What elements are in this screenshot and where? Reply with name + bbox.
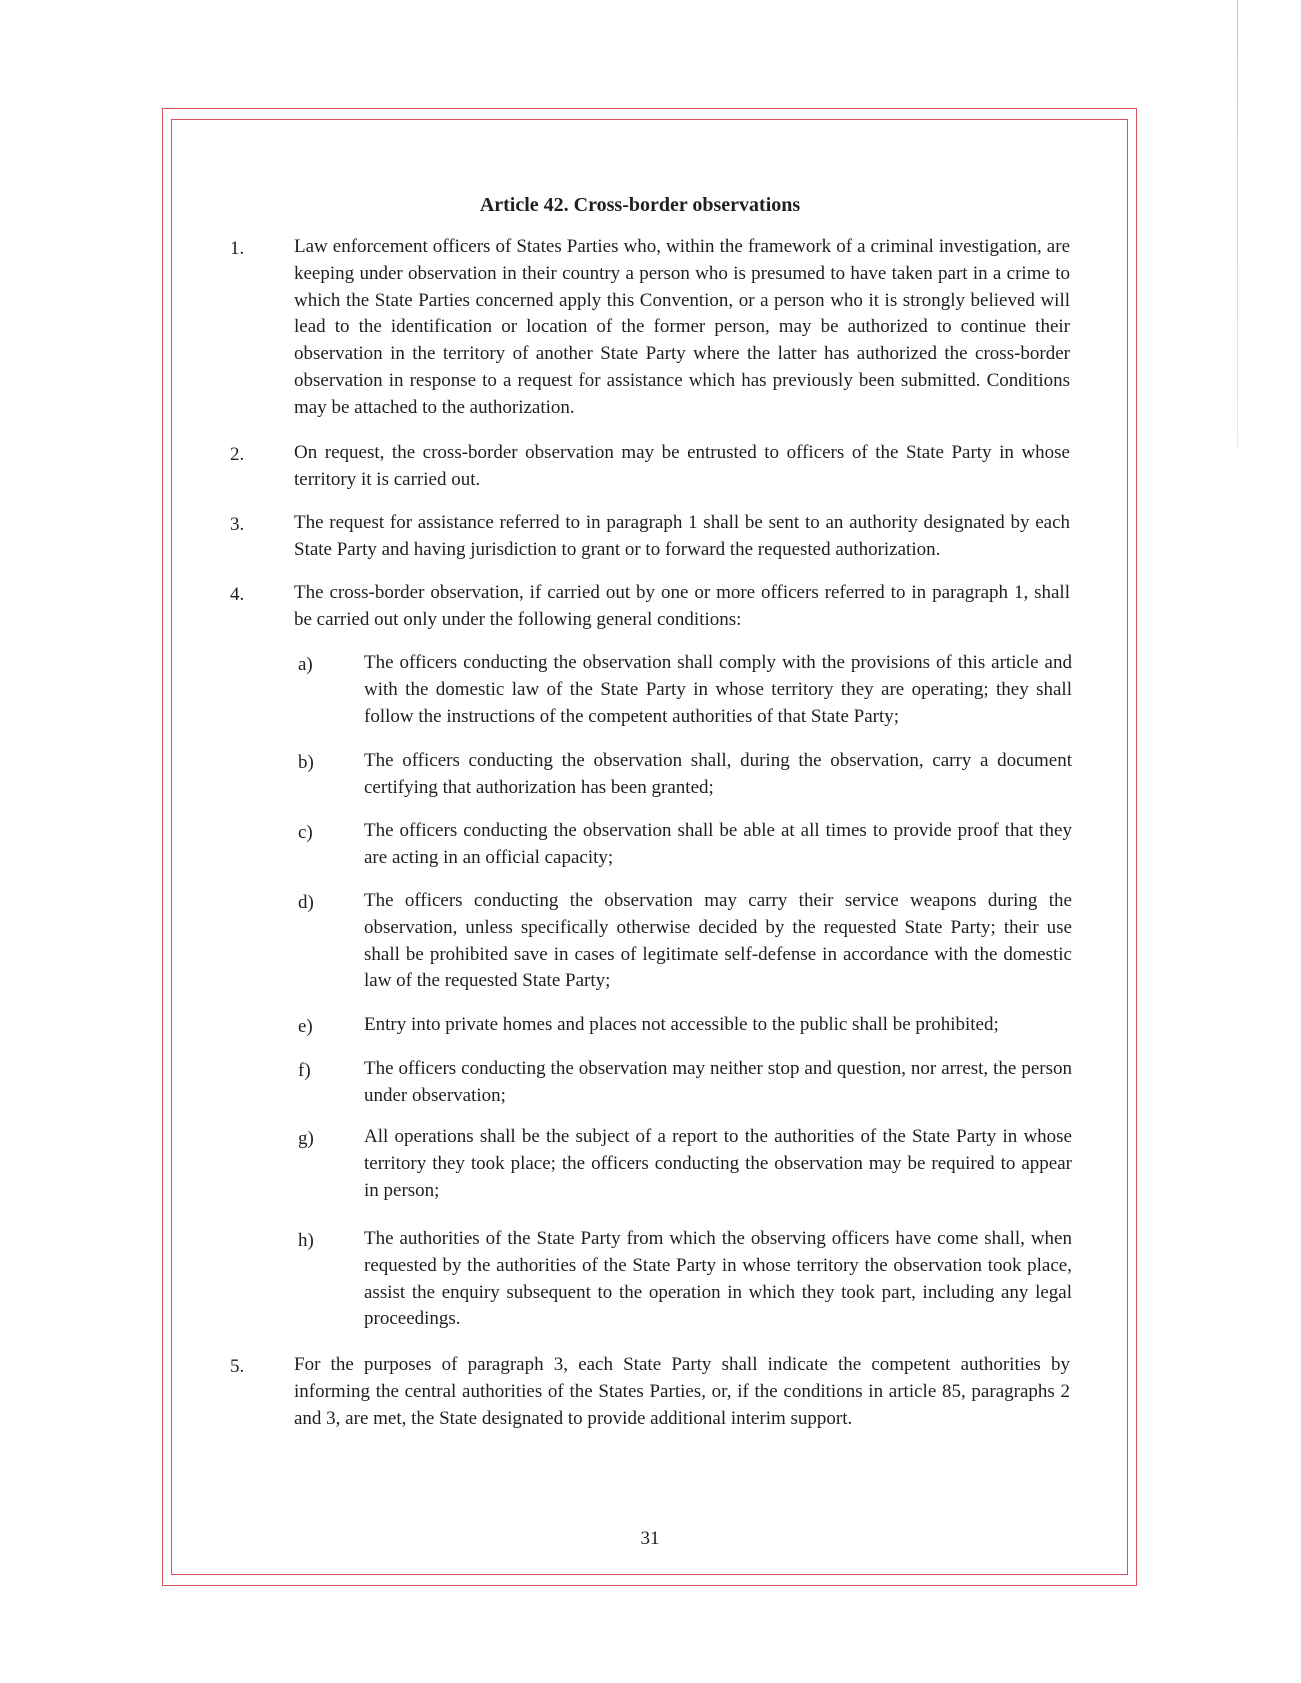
condition-text: All operations shall be the subject of a report to the authorities of the State Party in whose territory they took place; the officers conducting the observation may be required to appear in person; [364, 1126, 1072, 1201]
condition-letter: h) [298, 1230, 314, 1251]
paragraph-number: 4. [230, 584, 245, 605]
condition-letter: g) [298, 1128, 314, 1149]
paragraph-text: Law enforcement officers of States Parties who, within the framework of a criminal investigation, are keeping under observation in their country a person who is presumed to have taken part in a crime to which the State Parties concerned apply this Convention, or a person who it is strongly believed will lead to the identification or location of the former person, may be authorized to continue their observation in the territory of another State Party where the latter has authorized the cross-border observation in response to a request for assistance which has previously been submitted. Conditions may be attached to the authorization. [294, 236, 1070, 418]
paragraph-text: The cross-border observation, if carried out by one or more officers referred to in paragraph 1, shall be carried out only under the following general conditions: [294, 582, 1070, 630]
condition-text: The officers conducting the observation may carry their service weapons during the observation, unless specifically otherwise decided by the requested State Party; their use shall be prohibited save in cases of legitimate self-defense in accordance with the domestic law of the requested State Party; [364, 890, 1072, 992]
condition-text: The authorities of the State Party from which the observing officers have come shall, when requested by the authorities of the State Party in whose territory the observation took place, assist the enquiry subsequent to the operation in which they took part, including any legal proceedings. [364, 1228, 1072, 1330]
paragraph-number: 1. [230, 238, 245, 259]
condition-text: The officers conducting the observation may neither stop and question, nor arrest, the person under observation; [364, 1058, 1072, 1106]
condition-text: The officers conducting the observation shall comply with the provisions of this article and with the domestic law of the State Party in whose territory they are operating; they shall follow the instructions of the competent authorities of that State Party; [364, 652, 1072, 727]
condition-letter: c) [298, 822, 313, 843]
article-title: Article 42. Cross-border observations [479, 194, 801, 216]
condition-letter: d) [298, 892, 314, 913]
condition-text: Entry into private homes and places not accessible to the public shall be prohibited; [364, 1014, 999, 1035]
condition-letter: a) [298, 654, 313, 675]
page-number: 31 [640, 1528, 660, 1549]
paragraph-text: The request for assistance referred to in paragraph 1 shall be sent to an authority designated by each State Party and having jurisdiction to grant or to forward the requested authorization. [294, 512, 1070, 560]
paragraph-number: 5. [230, 1356, 245, 1377]
paragraph-number: 3. [230, 514, 245, 535]
paragraph-text: For the purposes of paragraph 3, each State Party shall indicate the competent authorities by informing the central authorities of the States Parties, or, if the conditions in article 85, paragraphs 2 and 3, are met, the State designated to provide additional interim support. [294, 1354, 1070, 1429]
condition-text: The officers conducting the observation shall be able at all times to provide proof that they are acting in an official capacity; [364, 820, 1072, 868]
condition-letter: b) [298, 752, 314, 773]
paragraph-text: On request, the cross-border observation may be entrusted to officers of the State Party in whose territory it is carried out. [294, 442, 1070, 490]
paragraph-number: 2. [230, 444, 245, 465]
condition-text: The officers conducting the observation shall, during the observation, carry a document certifying that authorization has been granted; [364, 750, 1072, 798]
condition-letter: f) [298, 1060, 311, 1081]
condition-letter: e) [298, 1016, 313, 1037]
